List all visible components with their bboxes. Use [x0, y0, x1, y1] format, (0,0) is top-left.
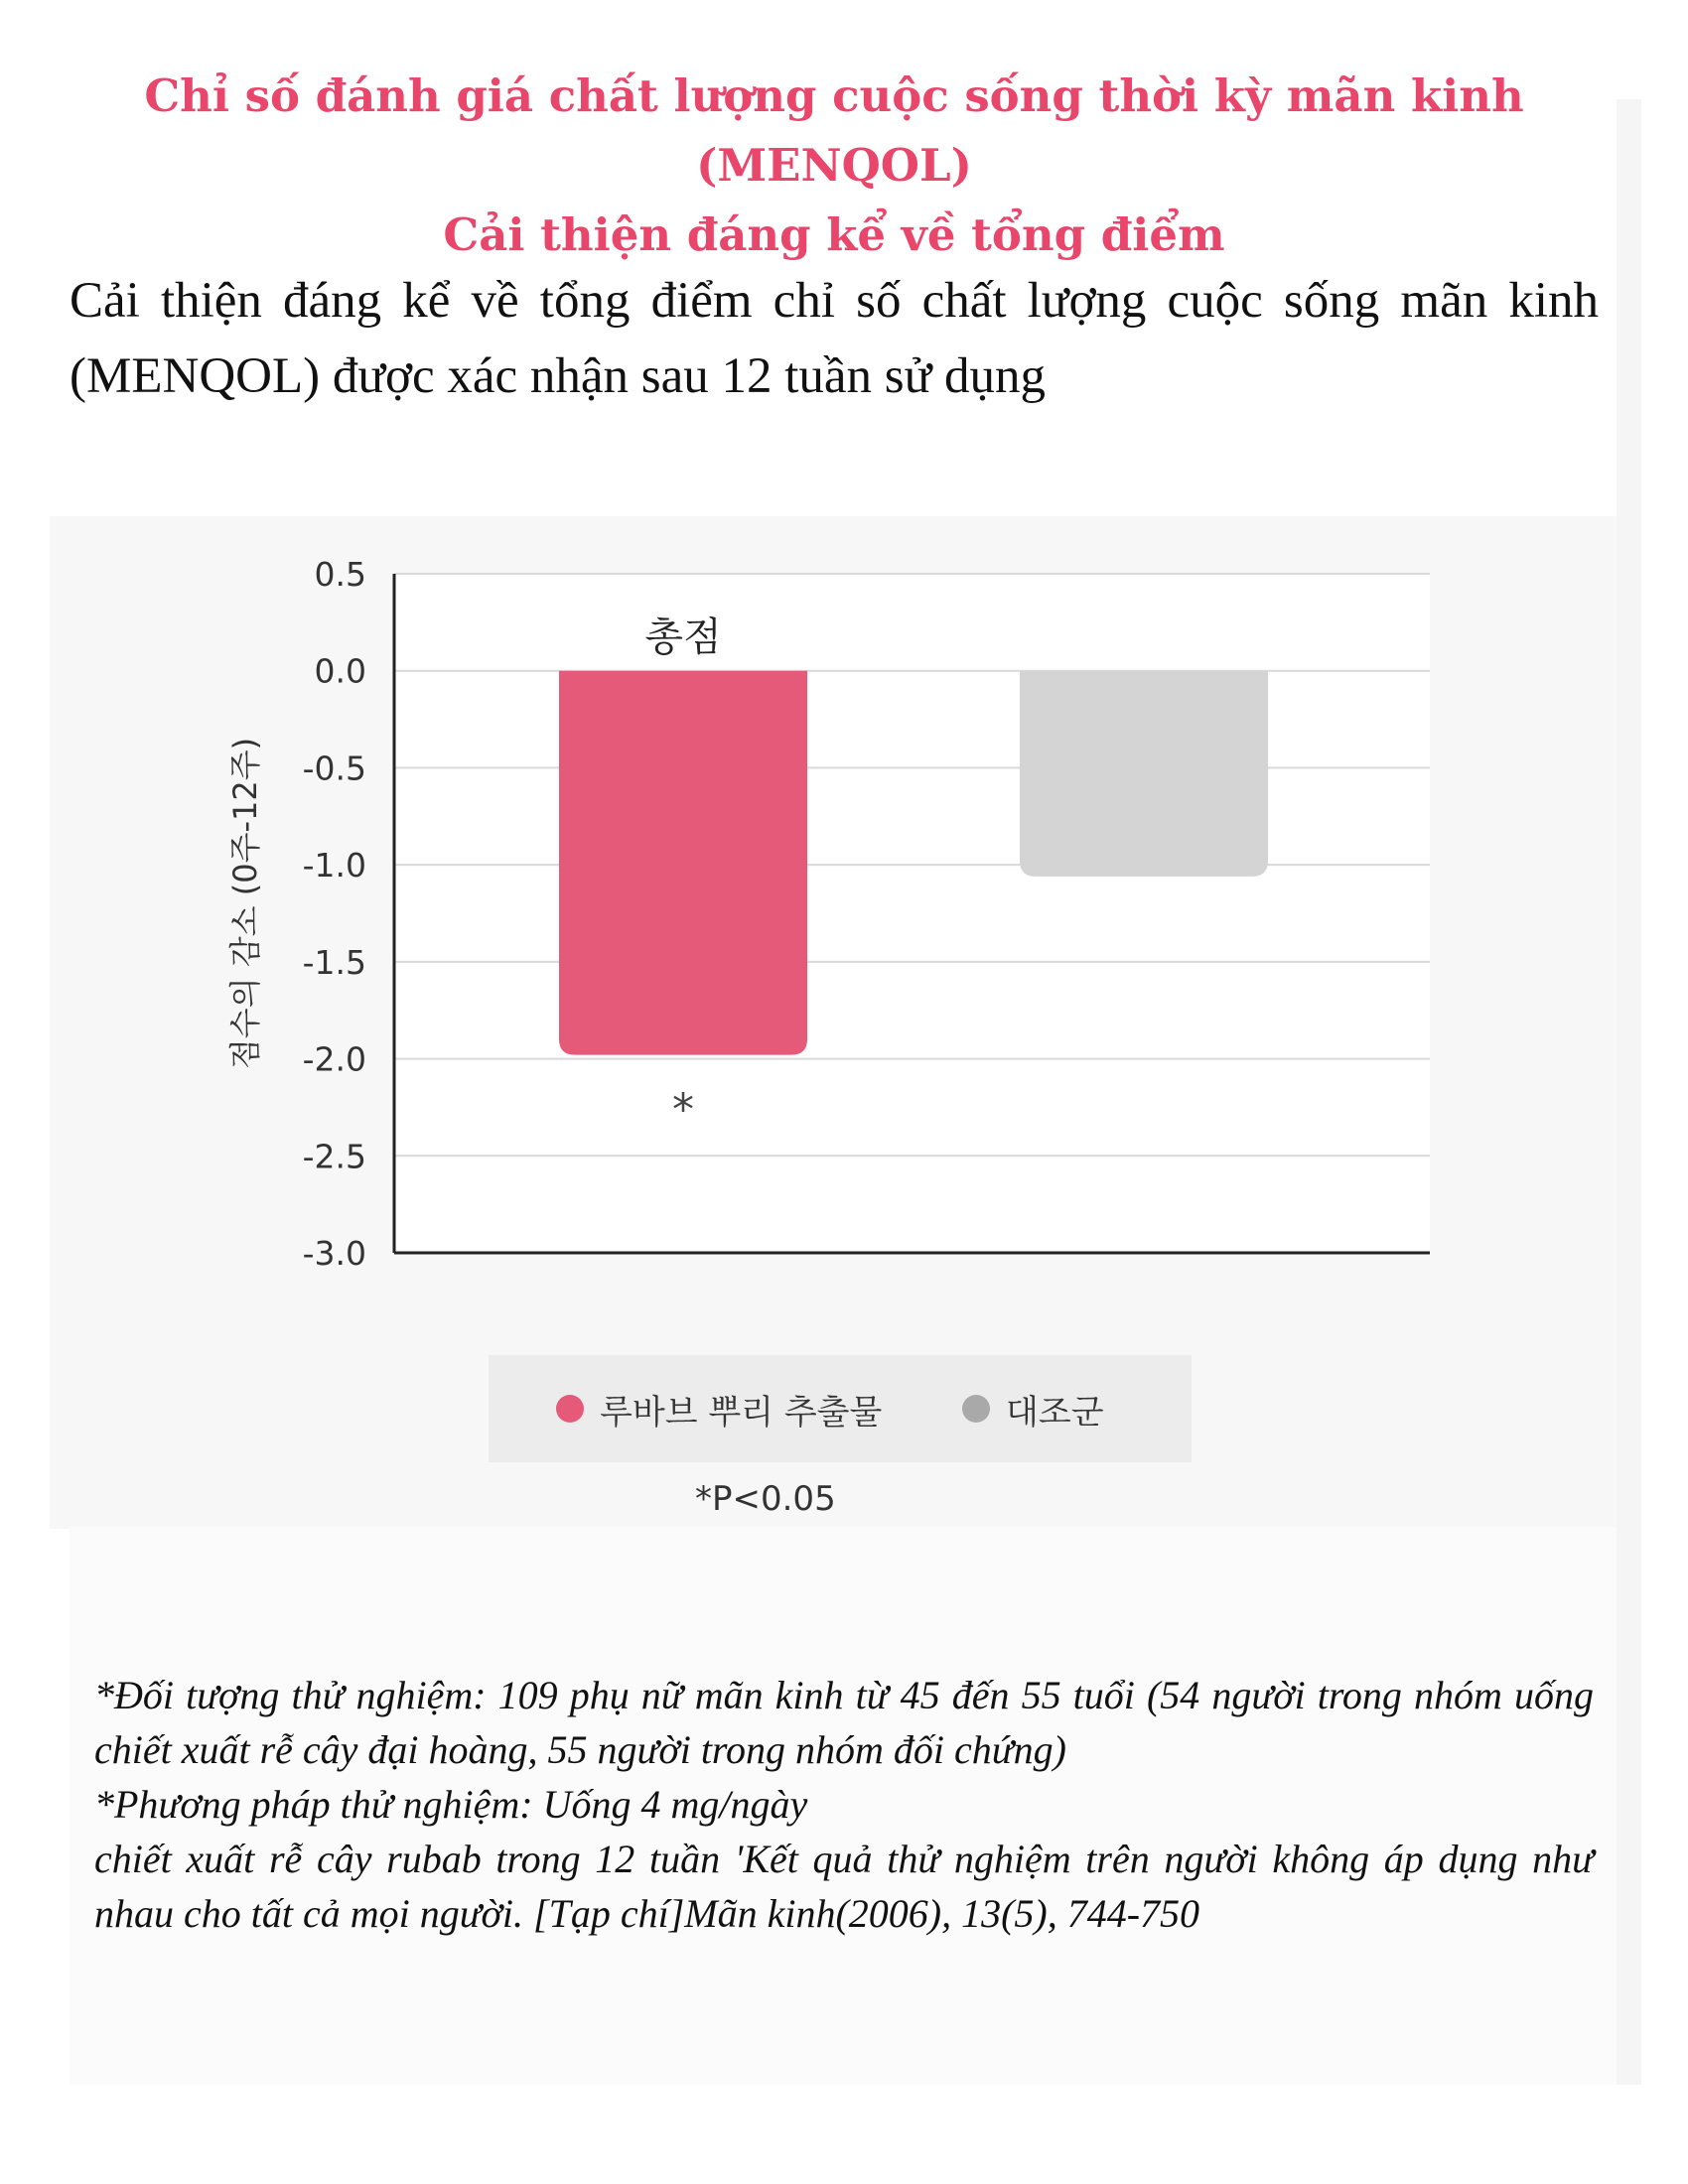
plot-area [394, 574, 1430, 1253]
y-tick-label: -2.0 [302, 1039, 366, 1079]
significance-marker: * [672, 1084, 694, 1136]
y-tick-label: 0.0 [314, 651, 366, 691]
y-tick-label: -1.5 [302, 942, 366, 982]
y-tick-label: -0.5 [302, 749, 366, 788]
chart-legend [489, 1355, 1192, 1462]
y-tick-label: -1.0 [302, 846, 366, 886]
bar-1 [1020, 671, 1268, 877]
y-axis-label: 점수의 감소 (0주-12주) [226, 737, 264, 1070]
y-tick-label: -3.0 [302, 1234, 366, 1273]
y-tick-label: -2.5 [302, 1137, 366, 1176]
footnote-line-1: *Đối tượng thử nghiệm: 109 phụ nữ mãn kinh từ 45 đến 55 tuổi (54 người trong nhóm uống chiết xuất rễ cây đại hoàng, 55 người trong nhóm đối chứng) [94, 1673, 1594, 1772]
title-line-1: Chỉ số đánh giá chất lượng cuộc sống thời kỳ mãn kinh (MENQOL) [144, 69, 1524, 192]
footnote-line-2: *Phương pháp thử nghiệm: Uống 4 mg/ngày [94, 1782, 808, 1827]
legend-item-rhubarb [556, 1355, 882, 1462]
title-line-2: Cải thiện đáng kể về tổng điểm [443, 208, 1225, 261]
significance-note: *P<0.05 [695, 1479, 836, 1519]
legend-swatch-control [962, 1395, 990, 1423]
chart-title: 총점 [644, 614, 722, 660]
page-subtitle: Cải thiện đáng kể về tổng điểm chỉ số chất lượng cuộc sống mãn kinh (MENQOL) được xác nhận sau 12 tuần sử dụng [70, 273, 1599, 404]
legend-swatch-rhubarb [556, 1395, 584, 1423]
y-tick-label: 0.5 [314, 555, 366, 594]
legend-item-control [962, 1355, 1104, 1462]
footnote-line-3: chiết xuất rễ cây rubab trong 12 tuần 'Kết quả thử nghiệm trên người không áp dụng như nhau cho tất cả mọi người. [Tạp chí]Mãn kinh(2006), 13(5), 744-750 [94, 1837, 1594, 1936]
bar-0 [559, 671, 807, 1055]
study-footnote [94, 1668, 1594, 1941]
legend-label-rhubarb: 루바브 뿌리 추출물 [600, 1392, 883, 1433]
legend-label-control: 대조군 [1006, 1392, 1104, 1433]
